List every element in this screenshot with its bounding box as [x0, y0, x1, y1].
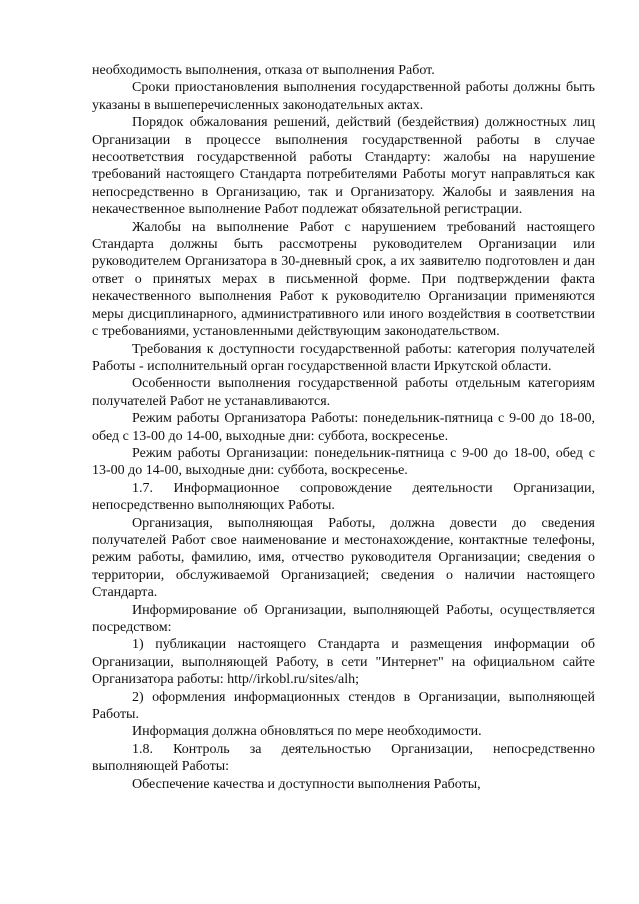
paragraph: Требования к доступности государственной работы: категория получателей Работы - исполнительный орган государственной власти Иркутской области.	[92, 341, 595, 374]
paragraph: 1.7. Информационное сопровождение деятельности Организации, непосредственно выполняющих Работы.	[92, 480, 595, 514]
paragraph: необходимость выполнения, отказа от выполнения Работ.	[92, 63, 435, 78]
paragraph: Организация, выполняющая Работы, должна довести до сведения получателей Работ свое наименование и местонахождение, контактные телефоны, режим работы, фамилию, имя, отчество руководителя Организации; сведения о территории, обслуживаемой Организацией; сведения о наличии настоящего Стандарта.	[92, 515, 595, 601]
paragraph: Информация должна обновляться по мере необходимости.	[132, 724, 482, 740]
paragraph: 1) публикации настоящего Стандарта и размещения информации об Организации, выполняющей Работу, в сети "Интернет" на официальном сайте Организатора работы: http//irkobl.ru/sites/alh;	[92, 637, 595, 688]
paragraph: Режим работы Организации: понедельник-пятница с 9-00 до 18-00, обед с 13-00 до 14-00, выходные дни: суббота, воскресенье.	[92, 445, 595, 479]
paragraph: Сроки приостановления выполнения государственной работы должны быть указаны в вышеперечисленных законодательных актах.	[92, 80, 595, 113]
paragraph: Порядок обжалования решений, действий (бездействия) должностных лиц Организации в процессе выполнения государственной работы в случае несоответствия государственной работы Стандарту: жалобы на нарушение требований настоящего Стандарта потребителями Работы могут направляться как непосредственно в Организацию, так и Организатору. Жалобы и заявления на некачественное выполнение Работ подлежат обязательной регистрации.	[92, 115, 595, 218]
paragraph: 1.8. Контроль за деятельностью Организации, непосредственно выполняющей Работы:	[92, 741, 595, 775]
paragraph: Информирование об Организации, выполняющей Работы, осуществляется посредством:	[92, 602, 595, 635]
document-page	[92, 62, 595, 793]
paragraph: Особенности выполнения государственной работы отдельным категориям получателей Работ не устанавливаются.	[92, 376, 595, 409]
paragraph: 2) оформления информационных стендов в Организации, выполняющей Работы.	[92, 689, 595, 723]
paragraph: Жалобы на выполнение Работ с нарушением требований настоящего Стандарта должны быть рассмотрены руководителем Организации или руководителем Организатора в 30-дневный срок, а их заявителю подготовлен и дан ответ о принятых мерах в письменной форме. При подтверждении факта некачественного выполнения Работ к руководителю Организации применяются меры дисциплинарного, административного или иного воздействия в соответствии с требованиями, установленными действующим законодательством.	[92, 219, 595, 340]
paragraph: Режим работы Организатора Работы: понедельник-пятница с 9-00 до 18-00, обед с 13-00 до 14-00, выходные дни: суббота, воскресенье.	[92, 411, 595, 444]
paragraph: Обеспечение качества и доступности выполнения Работы,	[132, 776, 481, 792]
